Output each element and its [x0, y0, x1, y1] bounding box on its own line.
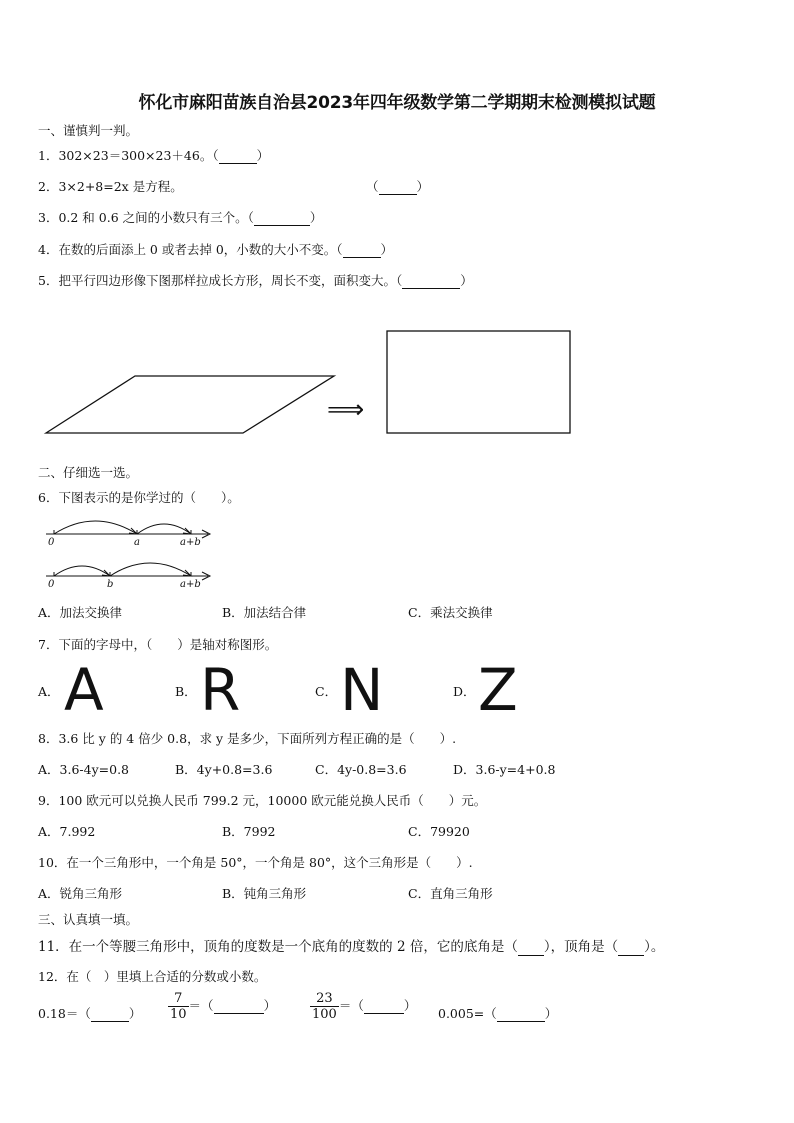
q7-option-d-label[interactable]: D． [453, 684, 476, 699]
question-6: 6．下图表示的是你学过的（ ）。 [38, 490, 240, 505]
question-2-answer [366, 177, 429, 195]
q6-option-b[interactable]: B．加法结合律 [222, 605, 307, 620]
q12-item-3 [310, 991, 416, 1022]
item-text: 0.005=（ [438, 1006, 497, 1021]
rectangle-shape [387, 331, 570, 433]
paren-close: ） [416, 179, 430, 194]
question-text: 11．在一个等腰三角形中，顶角的度数是一个底角的度数的 2 倍，它的底角是（ [38, 939, 518, 955]
equals-paren-open: ＝（ [188, 998, 214, 1013]
answer-blank-base-angle[interactable] [518, 939, 544, 956]
answer-blank[interactable] [402, 273, 460, 289]
q8-option-a[interactable]: A．3.6-4y=0.8 [38, 762, 129, 777]
equals-paren-open: ＝（ [338, 998, 364, 1013]
paren-close: ） [309, 210, 323, 225]
q8-option-d[interactable]: D．3.6-y=4+0.8 [453, 762, 556, 777]
fraction-23-100 [310, 991, 339, 1022]
number-line-2-a-plus-b: a+b [180, 579, 201, 590]
section-heading-choose: 二、仔细选一选。 [38, 465, 139, 480]
q10-option-b[interactable]: B．钝角三角形 [222, 886, 307, 901]
answer-blank[interactable] [91, 1006, 129, 1022]
q7-option-a-label[interactable]: A． [38, 684, 60, 699]
q9-option-c[interactable]: C．79920 [408, 824, 470, 839]
q7-option-c-label[interactable]: C． [315, 684, 338, 699]
q10-option-a[interactable]: A．锐角三角形 [38, 886, 123, 901]
number-line-1-zero: 0 [48, 537, 55, 548]
question-9: 9．100 欧元可以兑换人民币 799.2 元，10000 欧元能兑换人民币（ ）元。 [38, 793, 487, 808]
q7-letter-a: A [64, 656, 104, 724]
q5-figure [0, 320, 794, 440]
question-3 [38, 208, 322, 226]
question-12: 12．在（ ）里填上合适的分数或小数。 [38, 969, 267, 984]
paren-close: ） [128, 1006, 142, 1021]
question-10: 10．在一个三角形中，一个角是 50°，一个角是 80°，这个三角形是（ ）. [38, 855, 473, 870]
q9-option-b[interactable]: B．7992 [222, 824, 276, 839]
item-text: 0.18＝（ [38, 1006, 91, 1021]
question-11 [38, 935, 664, 956]
question-text: 4．在数的后面添上 0 或者去掉 0，小数的大小不变。（ [38, 242, 343, 257]
paren-close: ） [403, 998, 417, 1013]
q7-option-b-label[interactable]: B． [175, 684, 197, 699]
paren-close: ） [256, 148, 270, 163]
paren-close: ） [544, 1006, 558, 1021]
q8-option-b[interactable]: B．4y+0.8=3.6 [175, 762, 273, 777]
section-heading-fill: 三、认真填一填。 [38, 912, 139, 927]
section-heading-judge: 一、谨慎判一判。 [38, 123, 139, 138]
answer-blank[interactable] [343, 242, 381, 258]
fraction-denominator: 100 [312, 1007, 337, 1022]
question-2 [38, 177, 183, 195]
answer-blank[interactable] [497, 1006, 545, 1022]
paren-close: ）。 [644, 939, 665, 955]
answer-blank-vertex-angle[interactable] [618, 939, 644, 956]
fraction-numerator: 7 [168, 991, 189, 1007]
q12-item-4 [438, 1004, 557, 1022]
transform-arrow-icon: ⟹ [327, 395, 365, 425]
paren-close: ） [263, 998, 277, 1013]
answer-blank[interactable] [254, 210, 310, 226]
q12-item-1 [38, 1004, 141, 1022]
paren-open: （ [366, 179, 379, 194]
answer-blank[interactable] [364, 998, 404, 1014]
question-5 [38, 271, 473, 289]
fraction-numerator: 23 [310, 991, 339, 1007]
number-line-2-zero: 0 [48, 579, 55, 590]
q9-option-a[interactable]: A．7.992 [38, 824, 96, 839]
question-text: 5．把平行四边形像下图那样拉成长方形，周长不变，面积变大。（ [38, 273, 403, 288]
number-line-1-a: a [134, 537, 140, 548]
page-title: 怀化市麻阳苗族自治县2023年四年级数学第二学期期末检测模拟试题 [138, 93, 656, 113]
q7-letter-n: N [340, 656, 384, 724]
question-text: 3．0.2 和 0.6 之间的小数只有三个。（ [38, 210, 254, 225]
parallelogram-shape [46, 376, 334, 433]
paren-close: ） [380, 242, 394, 257]
q7-letter-z: Z [478, 656, 518, 724]
paren-close: ） [460, 273, 473, 288]
question-text: 1．302×23＝300×23＋46。（ [38, 148, 219, 163]
answer-blank[interactable] [214, 998, 264, 1014]
q10-option-c[interactable]: C．直角三角形 [408, 886, 493, 901]
q6-option-a[interactable]: A．加法交换律 [38, 605, 123, 620]
number-line-1-a-plus-b: a+b [180, 537, 201, 548]
question-text: 2．3×2+8=2x 是方程。 [38, 179, 183, 194]
q7-letter-r: R [200, 656, 241, 724]
fraction-7-10 [168, 991, 189, 1022]
question-8: 8．3.6 比 y 的 4 倍少 0.8，求 y 是多少，下面所列方程正确的是（ ）. [38, 731, 457, 746]
answer-blank[interactable] [379, 179, 417, 195]
q12-item-2 [168, 991, 276, 1022]
fraction-denominator: 10 [170, 1007, 187, 1022]
q6-number-lines [40, 510, 230, 592]
answer-blank[interactable] [219, 148, 257, 164]
q6-option-c[interactable]: C．乘法交换律 [408, 605, 493, 620]
question-1 [38, 146, 269, 164]
number-line-2-b: b [107, 579, 114, 590]
q8-option-c[interactable]: C．4y-0.8=3.6 [315, 762, 407, 777]
question-7: 7．下面的字母中，（ ）是轴对称图形。 [38, 637, 278, 652]
question-text-mid: ），顶角是（ [543, 939, 619, 955]
question-4 [38, 240, 393, 258]
